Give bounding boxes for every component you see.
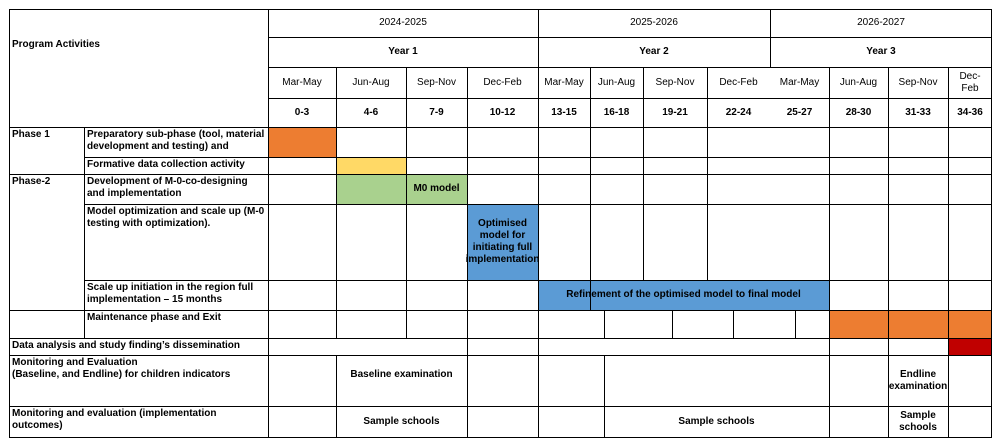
refinement-label: Refinement of the optimised model to final model bbox=[566, 289, 801, 300]
activity-maintenance: Maintenance phase and Exit bbox=[87, 312, 221, 323]
month-header: Jun-Aug bbox=[597, 76, 636, 88]
month-header: Mar-May bbox=[544, 76, 584, 88]
month-header: Mar-May bbox=[282, 76, 322, 88]
month-header: Jun-Aug bbox=[352, 76, 390, 88]
endline-cell: Endline examination bbox=[888, 368, 948, 392]
program-activities-header: Program Activities bbox=[12, 39, 100, 50]
year-label-3: 2026-2027 bbox=[857, 17, 905, 28]
month-header: Jun-Aug bbox=[839, 76, 878, 88]
optimised-model-label: Optimised model for initiating full implementation bbox=[465, 218, 540, 265]
activity-monitoring-impl: Monitoring and evaluation (implementation outcomes) bbox=[12, 408, 217, 431]
month-header: Dec-Feb bbox=[483, 76, 522, 88]
year-label-1: 2024-2025 bbox=[379, 17, 427, 28]
activity-development: Development of M-0-co-designing and implementation bbox=[87, 176, 248, 199]
activity-optimization: Model optimization and scale up (M-0 testing with optimization). bbox=[87, 206, 265, 229]
month-header: Dec-Feb bbox=[959, 70, 981, 94]
m0-model-label: M0 model bbox=[413, 183, 460, 194]
month-range: 0-3 bbox=[294, 106, 310, 118]
activity-data-analysis: Data analysis and study finding’s dissemination bbox=[12, 340, 241, 351]
sample-schools-y1: Sample schools bbox=[363, 415, 440, 427]
year-number-1: Year 1 bbox=[388, 46, 418, 57]
month-header: Mar-May bbox=[779, 76, 820, 88]
month-header: Sep-Nov bbox=[898, 76, 938, 88]
year-label-2: 2025-2026 bbox=[630, 17, 678, 28]
activity-formative: Formative data collection activity bbox=[87, 159, 245, 170]
month-range: 19-21 bbox=[662, 106, 688, 118]
month-range: 31-33 bbox=[905, 106, 931, 118]
month-header: Dec-Feb bbox=[719, 76, 758, 88]
month-header: Sep-Nov bbox=[655, 76, 695, 88]
month-range: 16-18 bbox=[603, 106, 630, 118]
year-number-3: Year 3 bbox=[866, 46, 896, 57]
month-header: Sep-Nov bbox=[417, 76, 456, 88]
month-range: 34-36 bbox=[957, 106, 983, 118]
activity-scaleup: Scale up initiation in the region full implementation – 15 months bbox=[87, 282, 254, 305]
month-range: 13-15 bbox=[551, 106, 577, 118]
month-range: 4-6 bbox=[363, 106, 379, 118]
baseline-cell: Baseline examination bbox=[350, 369, 453, 380]
month-range: 10-12 bbox=[489, 106, 516, 118]
sample-schools-y3: Sample schools bbox=[899, 409, 937, 433]
sample-schools-y2: Sample schools bbox=[678, 415, 755, 427]
month-range: 22-24 bbox=[725, 106, 752, 118]
phase-2-label: Phase-2 bbox=[12, 176, 51, 187]
year-number-2: Year 2 bbox=[639, 46, 669, 57]
phase-1-label: Phase 1 bbox=[12, 129, 50, 140]
activity-monitoring-children: Monitoring and Evaluation (Baseline, and Endline) for children indicators bbox=[12, 357, 231, 380]
month-range: 28-30 bbox=[845, 106, 872, 118]
month-range: 25-27 bbox=[786, 106, 813, 118]
activity-preparatory: Preparatory sub-phase (tool, material development and testing) and bbox=[87, 129, 265, 152]
month-range: 7-9 bbox=[429, 106, 444, 118]
